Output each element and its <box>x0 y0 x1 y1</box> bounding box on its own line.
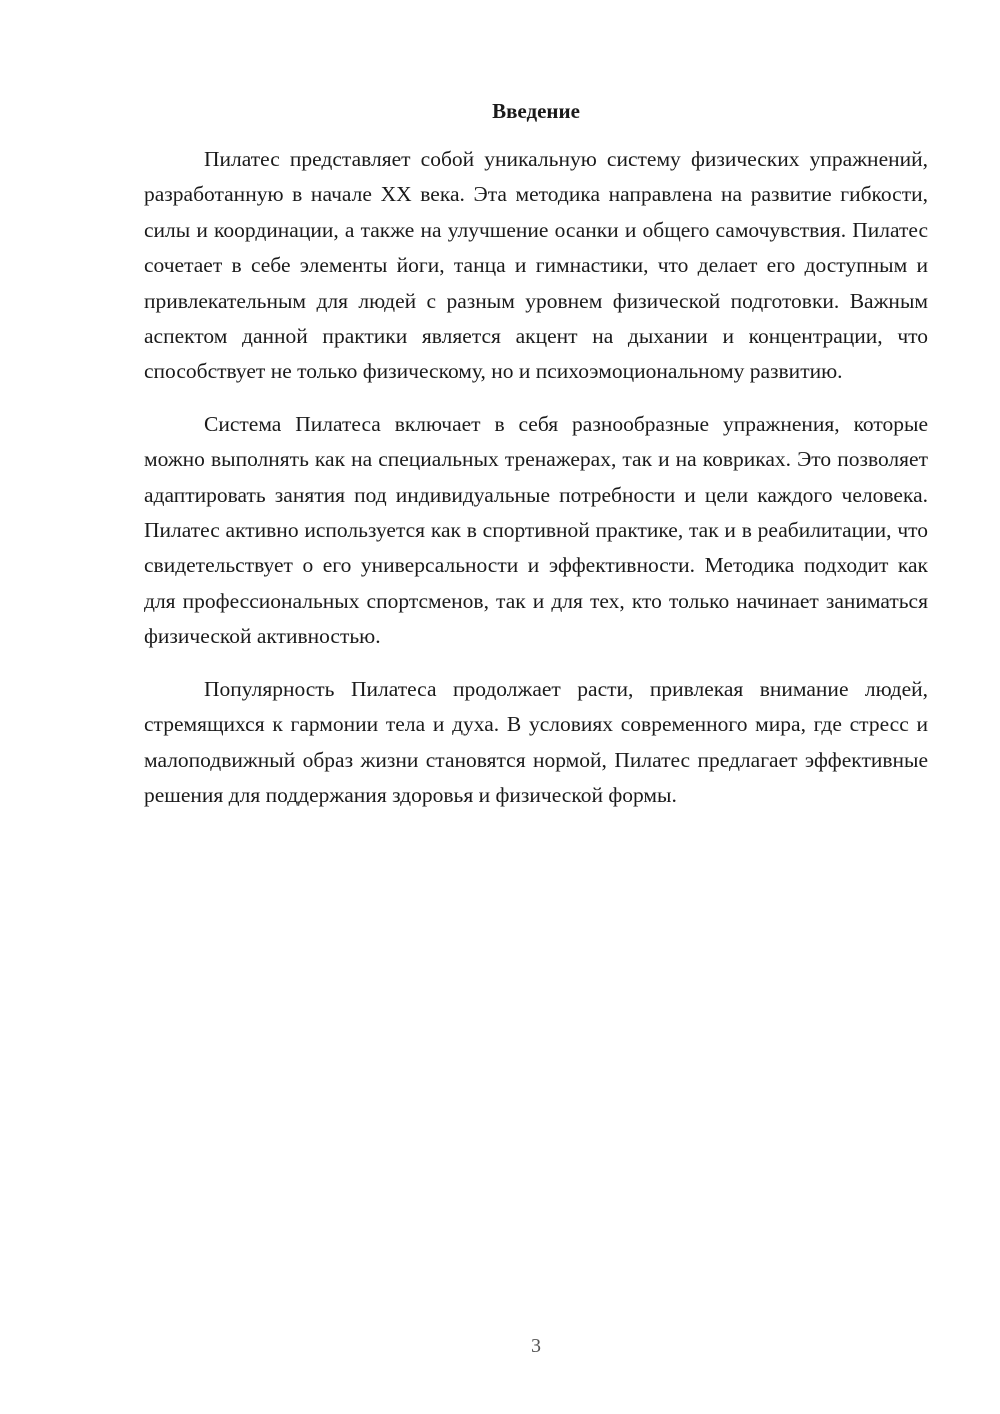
paragraph-3: Популярность Пилатеса продолжает расти, привлекая внимание людей, стремящихся к гармонии тела и духа. В условиях современного мира, где стресс и малоподвижный образ жизни становятся нормой, Пилатес предлагает эффективные решения для поддержания здоровья и физической формы. <box>144 676 928 807</box>
paragraph-1: Пилатес представляет собой уникальную систему физических упражнений, разработанную в начале XX века. Эта методика направлена на развитие гибкости, силы и координации, а также на улучшение осанки и общего самочувствия. Пилатес сочетает в себе элементы йоги, танца и гимнастики, что делает его доступным и привлекательным для людей с разным уровнем физической подготовки. Важным аспектом данной практики является акцент на дыхании и концентрации, что способствует не только физическому, но и психоэмоциональному развитию. <box>144 147 928 384</box>
body-text <box>144 142 928 830</box>
paragraph-2: Система Пилатеса включает в себя разнообразные упражнения, которые можно выполнять как на специальных тренажерах, так и на ковриках. Это позволяет адаптировать занятия под индивидуальные потребности и цели каждого человека. Пилатес активно используется как в спортивной практике, так и в реабилитации, что свидетельствует о его универсальности и эффективности. Методика подходит как для профессиональных спортсменов, так и для тех, кто только начинает заниматься физической активностью. <box>144 411 928 649</box>
section-heading: Введение <box>492 99 580 123</box>
page-number: 3 <box>531 1335 541 1357</box>
